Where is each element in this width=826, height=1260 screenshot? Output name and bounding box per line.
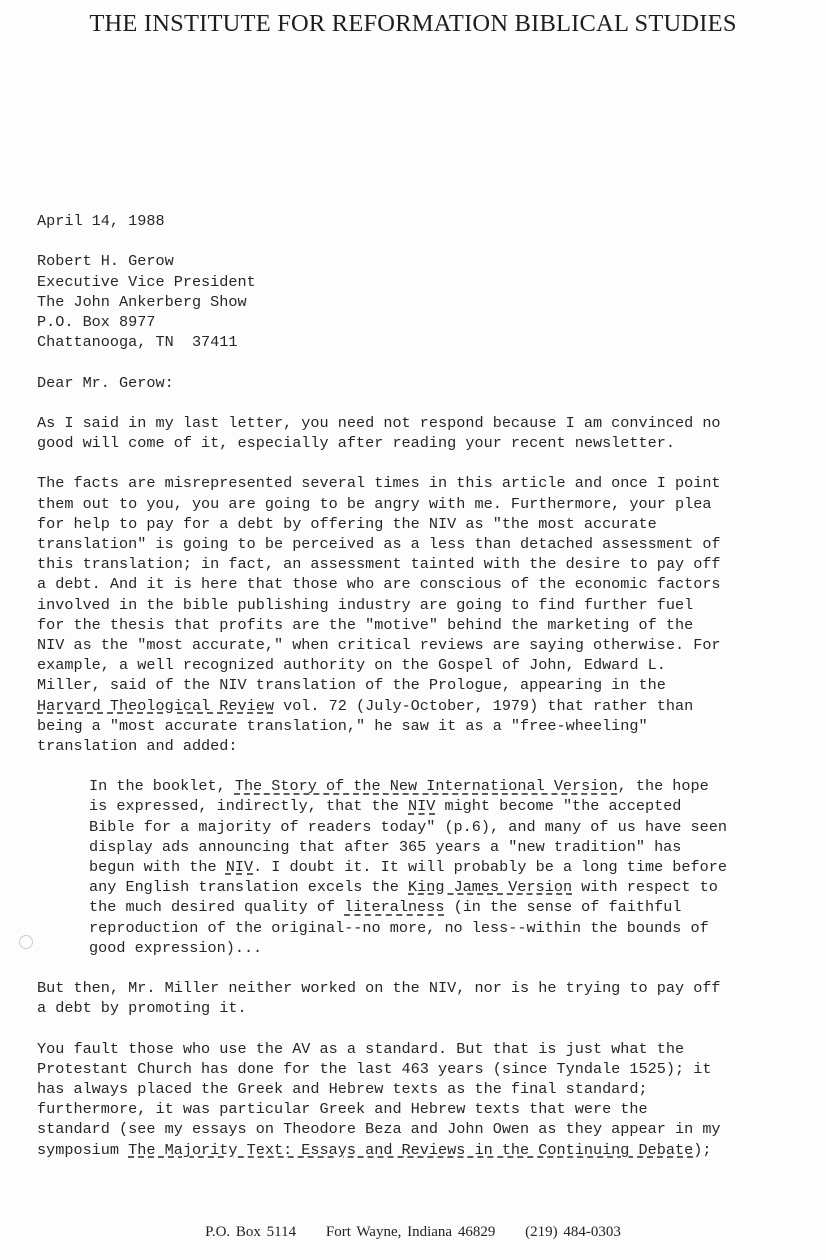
paragraph-line: has always placed the Greek and Hebrew texts as the final standard; [37,1080,648,1099]
quote-line: any English translation excels the King James Version with respect to [89,878,718,897]
paragraph-line: involved in the bible publishing industry are going to find further fuel [37,595,694,614]
underlined-title: literalness [344,898,445,917]
paragraph-1 [37,413,807,453]
quote-line: In the booklet, The Story of the New International Version, the hope [89,777,709,796]
paragraph-line: good will come of it, especially after reading your recent newsletter. [37,434,675,453]
paragraph-line: You fault those who use the AV as a standard. But that is just what the [37,1039,685,1058]
letter-footer [0,1224,826,1241]
paper-speck [19,935,33,949]
footer-po-box: P.O. Box 5114 [205,1224,297,1240]
underlined-title: The Story of the New International Version [234,777,618,796]
underlined-title: King James Version [408,878,573,897]
paragraph-line: a debt. And it is here that those who are conscious of the economic factors [37,575,721,594]
paragraph-line: furthermore, it was particular Greek and Hebrew texts that were the [37,1100,648,1119]
paragraph-4 [37,1039,807,1160]
footer-city: Fort Wayne, Indiana 46829 [325,1224,496,1240]
recipient-line: The John Ankerberg Show [37,292,247,311]
paragraph-2 [37,473,807,756]
paragraph-line: Miller, said of the NIV translation of the Prologue, appearing in the [37,676,666,695]
recipient-line: Executive Vice President [37,272,256,291]
underlined-title: Harvard Theological Review [37,696,274,715]
paragraph-line: But then, Mr. Miller neither worked on the NIV, nor is he trying to pay off [37,979,721,998]
block-quote [89,776,807,958]
paragraph-3 [37,978,807,1018]
quote-line: the much desired quality of literalness (in the sense of faithful [89,898,682,917]
recipient-line: Robert H. Gerow [37,252,174,271]
paragraph-line: this translation; in fact, an assessment tainted with the desire to pay off [37,555,721,574]
paragraph-line: for help to pay for a debt by offering the NIV as "the most accurate [37,514,657,533]
paragraph-line: The facts are misrepresented several times in this article and once I point [37,474,721,493]
letterhead: THE INSTITUTE FOR REFORMATION BIBLICAL STUDIES [89,10,737,37]
letter-date: April 14, 1988 [37,212,165,230]
paragraph-line: example, a well recognized authority on the Gospel of John, Edward L. [37,656,666,675]
paragraph-line: them out to you, you are going to be angry with me. Furthermore, your plea [37,494,712,513]
quote-line: display ads announcing that after 365 years a "new tradition" has [89,837,682,856]
recipient-line: P.O. Box 8977 [37,312,156,331]
paragraph-line: a debt by promoting it. [37,999,247,1018]
paragraph-line: Harvard Theological Review vol. 72 (July-October, 1979) that rather than [37,696,694,715]
underlined-title: The Majority Text: Essays and Reviews in the Continuing Debate [128,1140,694,1159]
paragraph-line: Protestant Church has done for the last 463 years (since Tyndale 1525); it [37,1059,712,1078]
paragraph-line: symposium The Majority Text: Essays and Reviews in the Continuing Debate); [37,1140,712,1159]
quote-line: is expressed, indirectly, that the NIV might become "the accepted [89,797,682,816]
quote-line: Bible for a majority of readers today" (p.6), and many of us have seen [89,817,727,836]
salutation: Dear Mr. Gerow: [37,373,174,392]
footer-phone: (219) 484-0303 [525,1224,621,1240]
paragraph-line: As I said in my last letter, you need not respond because I am convinced no [37,413,721,432]
paragraph-line: being a "most accurate translation," he saw it as a "free-wheeling" [37,716,648,735]
quote-line: good expression)... [89,938,263,957]
recipient-address [37,251,807,352]
paragraph-line: translation" is going to be perceived as a less than detached assessment of [37,535,721,553]
quote-line: begun with the NIV. I doubt it. It will probably be a long time before [89,858,727,876]
paragraph-line: translation and added: [37,736,238,755]
underlined-title: NIV [225,858,254,876]
paragraph-line: NIV as the "most accurate," when critical reviews are saying otherwise. For [37,635,721,654]
underlined-title: NIV [408,797,436,816]
paragraph-line: standard (see my essays on Theodore Beza and John Owen as they appear in my [37,1120,721,1139]
letter-body [37,211,807,1160]
quote-line: reproduction of the original--no more, no less--within the bounds of [89,918,709,937]
paragraph-line: for the thesis that profits are the "motive" behind the marketing of the [37,615,694,634]
recipient-line: Chattanooga, TN 37411 [37,333,238,352]
